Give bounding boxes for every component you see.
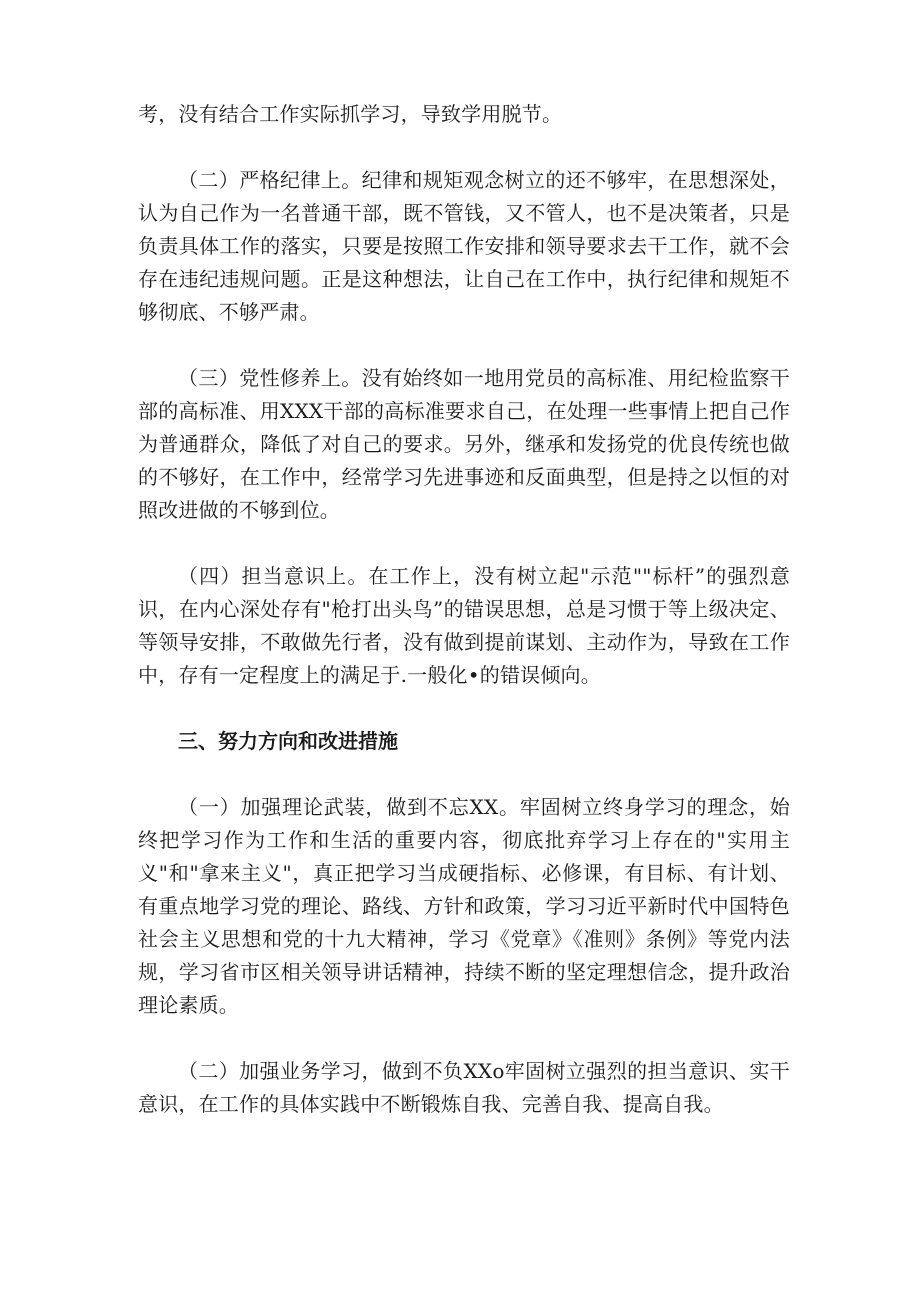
paragraph-discipline: （二）严格纪律上。纪律和规矩观念树立的还不够牢，在思想深处，认为自己作为一名普通干部，既不管钱，又不管人，也不是决策者，只是负责具体工作的落实，只要是按照工作安排和领导要求去干工作，就不会存在违纪违规问题。正是这种想法，让自己在工作中，执行纪律和规矩不够彻底、不够严肃。 — [138, 168, 790, 324]
paragraph-theory-study: （一）加强理论武装，做到不忘XX。牢固树立终身学习的理念，始终把学习作为工作和生活的重要内容，彻底批弃学习上存在的"实用主义"和"拿来主义"，真正把学习当成硬指标、必修课，有目标、有计划、有重点地学习党的理论、路线、方针和政策，学习习近平新时代中国特色社会主义思想和党的十九大精神，学习《党章》《准则》条例》等党内法规，学习省市区相关领导讲话精神，持续不断的坚定理想信念，提升政治理论素质。 — [138, 795, 790, 1017]
paragraph-responsibility: （四）担当意识上。在工作上，没有树立起"示范""标杆”的强烈意识，在内心深处存有"枪打出头鸟”的错误思想，总是习惯于等上级决定、等领导安排，不敢做先行者，没有做到提前谋划、主动作为，导致在工作中，存有一定程度上的满足于.一般化•的错误倾向。 — [138, 564, 790, 687]
document-page — [138, 98, 790, 1121]
paragraph-party-spirit: （三）党性修养上。没有始终如一地用党员的高标准、用纪检监察干部的高标准、用XXX干部的高标准要求自己，在处理一些事情上把自己作为普通群众，降低了对自己的要求。另外，继承和发扬党的优良传统也做的不够好，在工作中，经常学习先进事迹和反面典型，但是持之以恒的对照改进做的不够到位。 — [138, 366, 790, 522]
section-heading: 三、努力方向和改进措施 — [178, 729, 398, 753]
paragraph-business-study: （二）加强业务学习，做到不负XXo牢固树立强烈的担当意识、实干意识，在工作的具体实践中不断锻炼自我、完善自我、提高自我。 — [138, 1059, 790, 1116]
paragraph-continuation: 考，没有结合工作实际抓学习，导致学用脱节。 — [138, 102, 563, 126]
